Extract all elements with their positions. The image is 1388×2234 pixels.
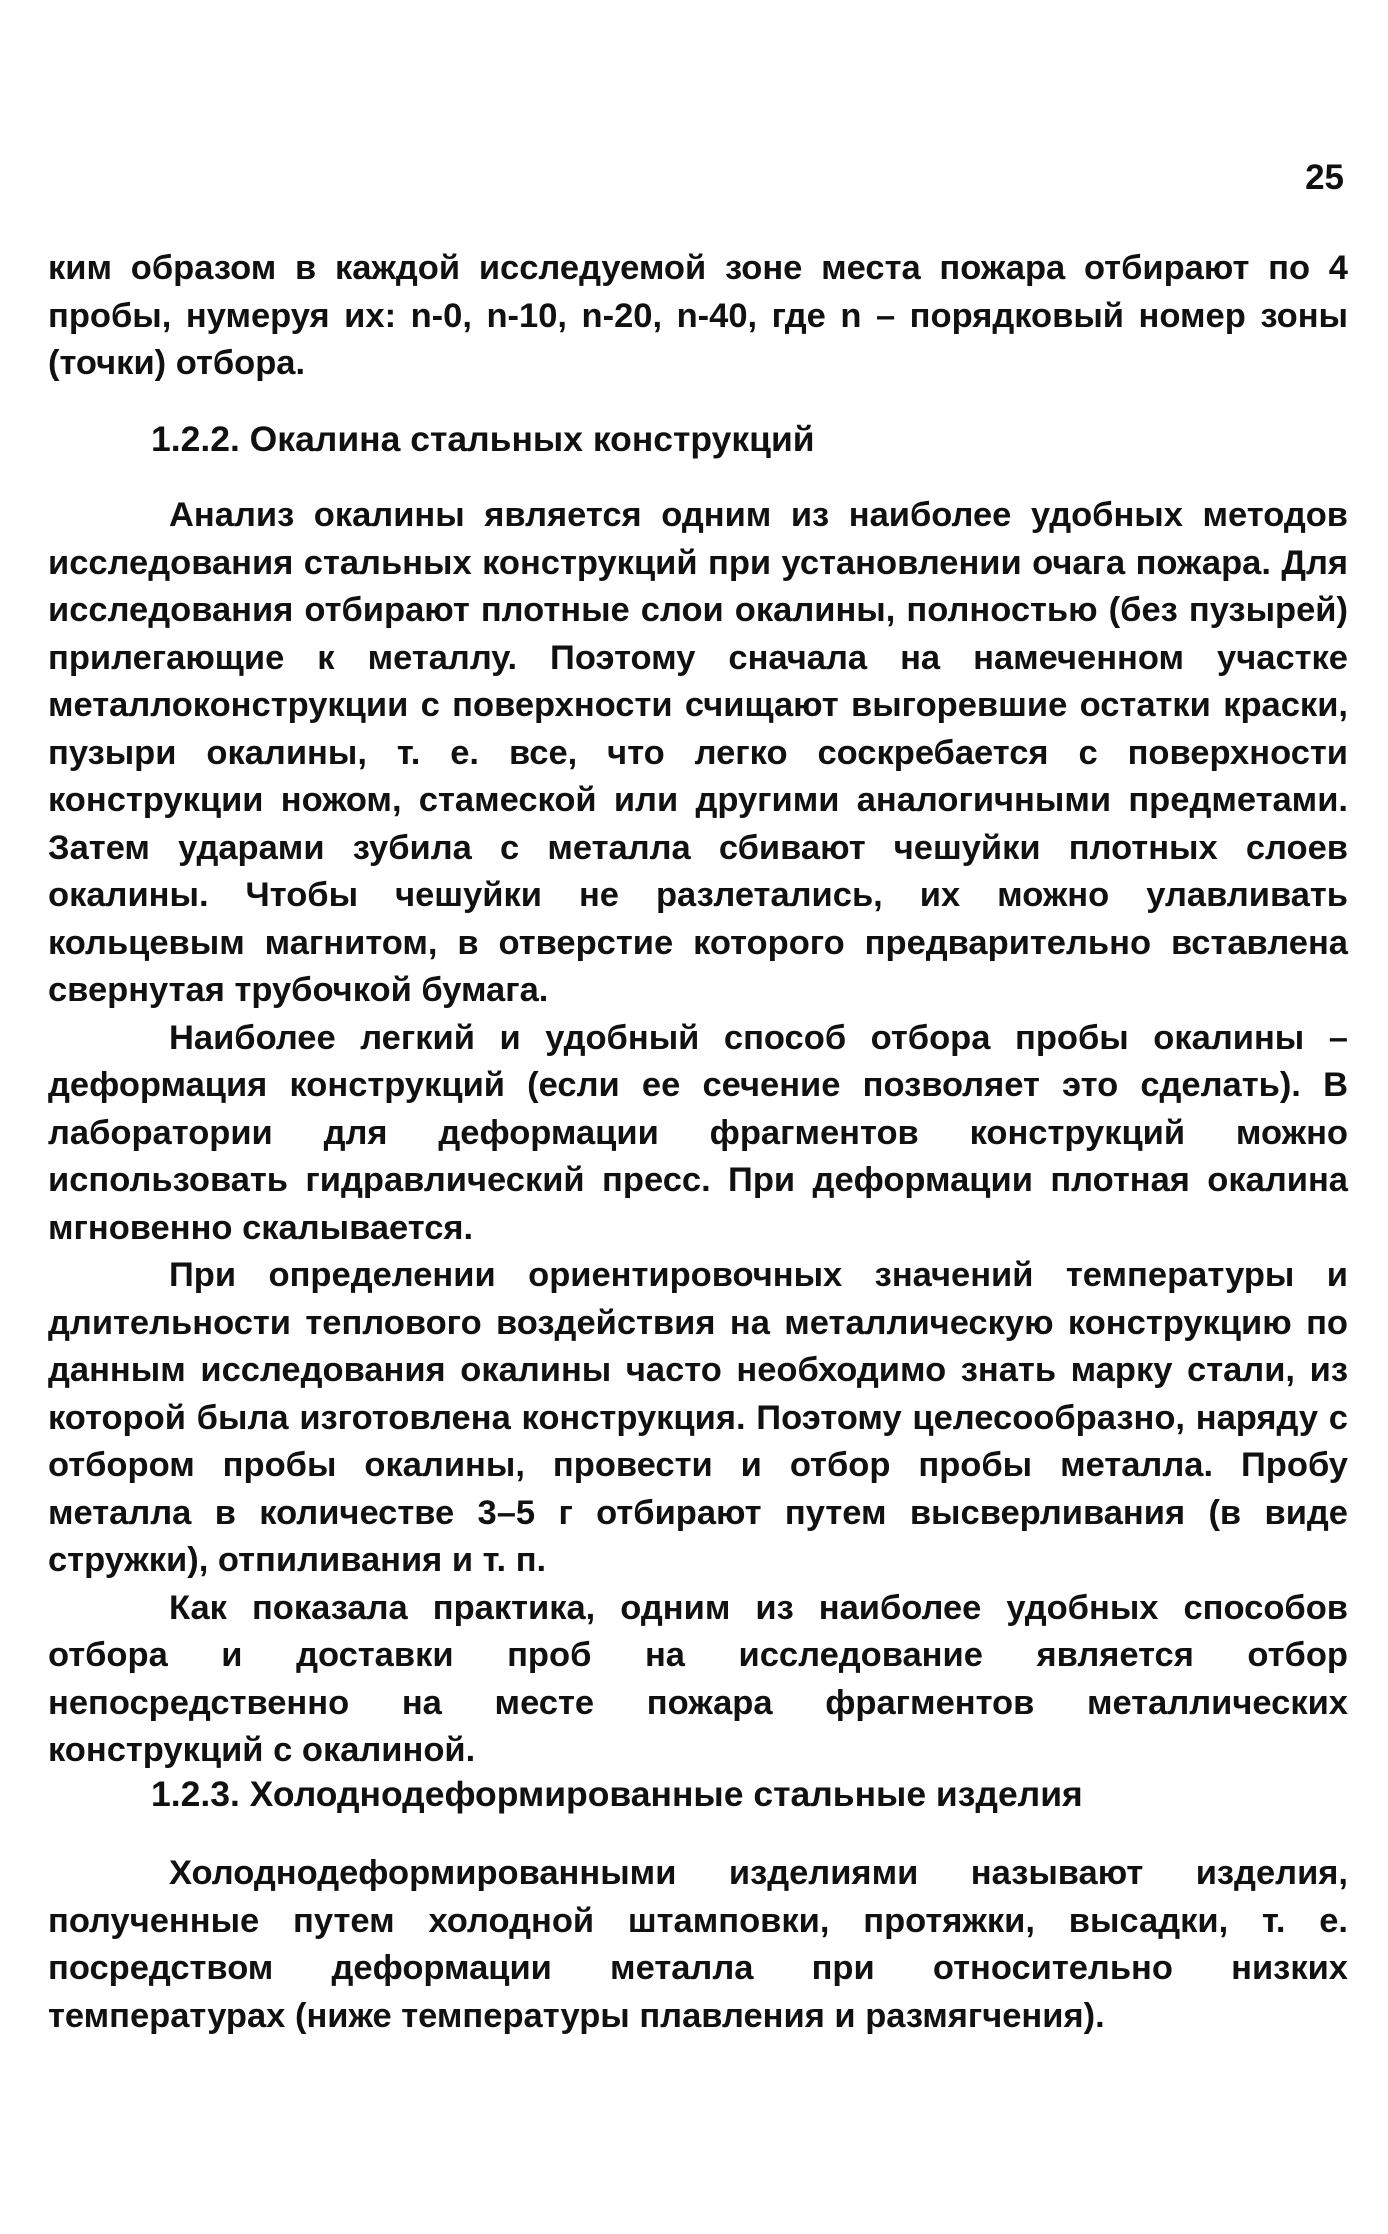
section-oxide-scale xyxy=(48,415,1348,463)
section-cold-deformed-body xyxy=(48,1850,1348,2040)
page-number: 25 xyxy=(1305,158,1344,197)
body-paragraph: Анализ окалины является одним из наиболее удобных методов исследования стальных конструкций при установлении очага пожара. Для исследования отбирают плотные слои окалины, полностью (без пузырей) прилегающие к металлу. Поэтому сначала на намеченном участке металлоконструкции с поверхности счищают выгоревшие остатки краски, пузыри окалины, т. е. все, что легко соскребается с поверхности конструкции ножом, стамеской или другими аналогичными предметами. Затем ударами зубила с металла сбивают чешуйки плотных слоев окалины. Чтобы чешуйки не разлетались, их можно улавливать кольцевым магнитом, в отверстие которого предварительно вставлена свернутая трубочкой бумага. xyxy=(48,496,1348,1009)
section-oxide-scale-body xyxy=(48,492,1348,1775)
section-heading: 1.2.3. Холоднодеформированные стальные изделия xyxy=(151,1774,1083,1814)
body-paragraph: Холоднодеформированными изделиями называют изделия, полученные путем холодной штамповки, протяжки, высадки, т. е. посредством деформации металла при относительно низких температурах (ниже температуры плавления и размягчения). xyxy=(48,1854,1348,2035)
continuation-block xyxy=(48,245,1348,388)
section-heading: 1.2.2. Окалина стальных конструкций xyxy=(151,419,815,459)
section-cold-deformed xyxy=(48,1770,1348,1818)
body-paragraph: Наиболее легкий и удобный способ отбора пробы окалины – деформация конструкций (если ее сечение позволяет это сделать). В лаборатории для деформации фрагментов конструкций можно использовать гидравлический пресс. При деформации плотная окалина мгновенно скалывается. xyxy=(48,1018,1348,1247)
body-paragraph: Как показала практика, одним из наиболее удобных способов отбора и доставки проб на исследование является отбор непосредственно на месте пожара фрагментов металлических конструкций с окалиной. xyxy=(48,1588,1348,1769)
body-paragraph: При определении ориентировочных значений температуры и длительности теплового воздействия на металлическую конструкцию по данным исследования окалины часто необходимо знать марку стали, из которой была изготовлена конструкция. Поэтому целесообразно, наряду с отбором пробы окалины, провести и отбор пробы металла. Пробу металла в количестве 3–5 г отбирают путем высверливания (в виде стружки), отпиливания и т. п. xyxy=(48,1256,1348,1579)
continuation-paragraph: ким образом в каждой исследуемой зоне места пожара отбирают по 4 пробы, нумеруя их: n-0, n-10, n-20, n-40, где n – порядковый номер зоны (точки) отбора. xyxy=(48,249,1348,382)
